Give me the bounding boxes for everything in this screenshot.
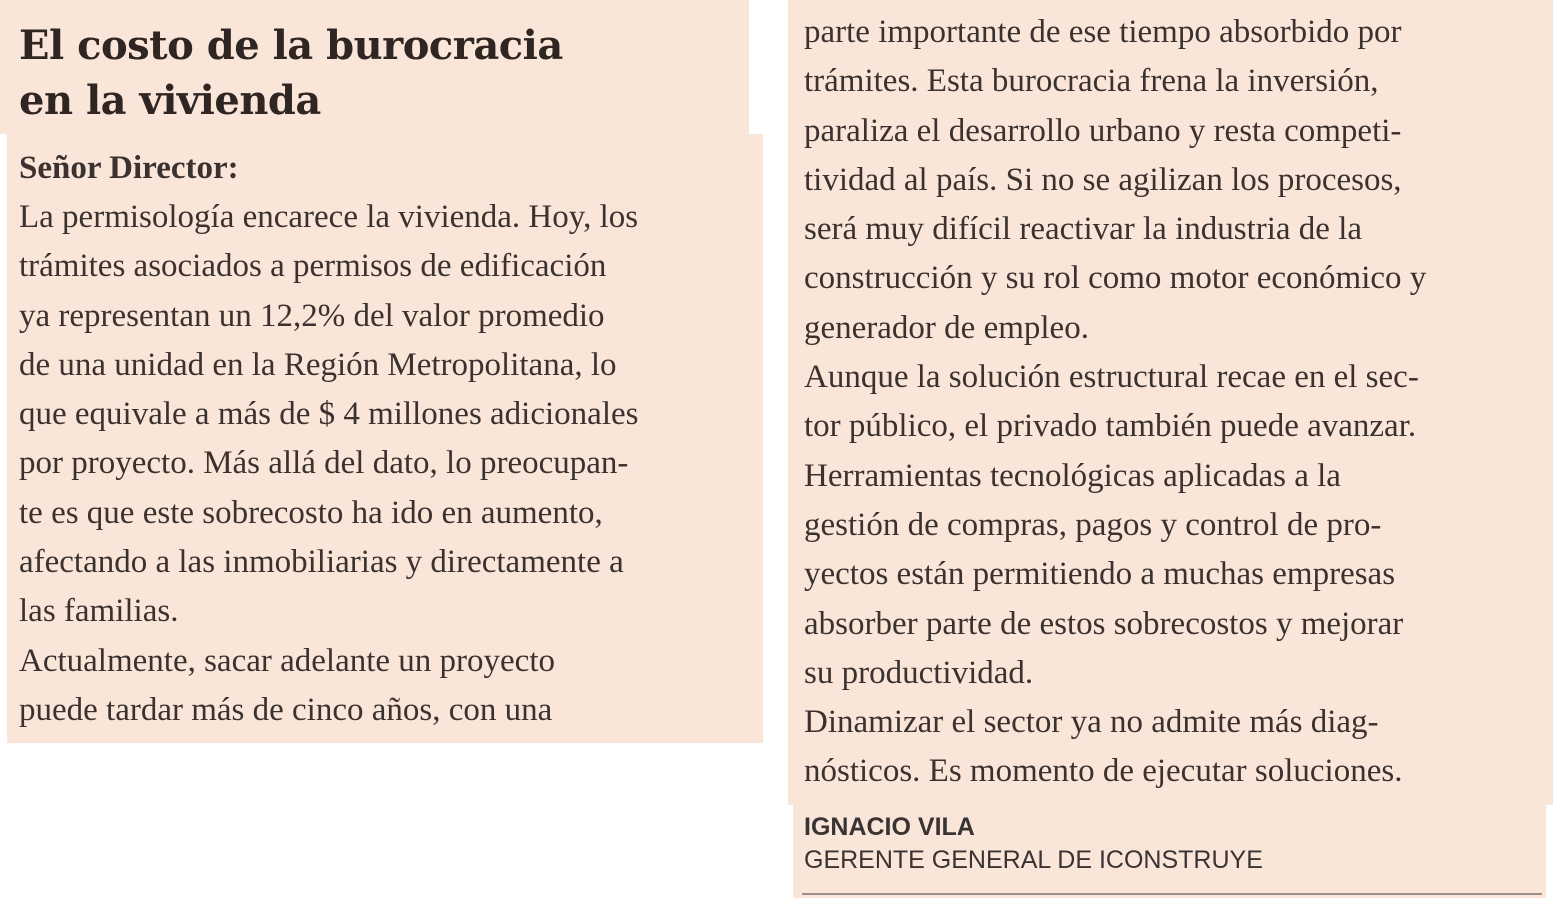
text-line: construcción y su rol como motor económico y	[804, 260, 1427, 297]
text-line: paraliza el desarrollo urbano y resta competi-	[804, 112, 1402, 149]
headline-line: El costo de la burocracia	[19, 22, 563, 69]
text-line: las familias.	[19, 593, 179, 630]
text-line: su productividad.	[804, 654, 1034, 691]
text-line: por proyecto. Más allá del dato, lo preocupan-	[19, 445, 629, 482]
text-line: que equivale a más de $ 4 millones adicionales	[19, 396, 639, 433]
text-line: Actualmente, sacar adelante un proyecto	[19, 642, 555, 679]
text-line: absorber parte de estos sobrecostos y mejorar	[804, 605, 1404, 642]
salutation: Señor Director:	[19, 150, 239, 186]
text-line: puede tardar más de cinco años, con una	[19, 691, 553, 728]
author-role: GERENTE GENERAL DE ICONSTRUYE	[804, 846, 1263, 874]
text-line: ya representan un 12,2% del valor promedio	[19, 297, 605, 334]
text-line: trámites asociados a permisos de edificación	[19, 248, 607, 285]
text-line: La permisología encarece la vivienda. Hoy, los	[19, 199, 639, 235]
text-line: afectando a las inmobiliarias y directamente a	[19, 544, 624, 581]
text-line: Dinamizar el sector ya no admite más diag-	[804, 704, 1379, 741]
headline-line: en la vivienda	[19, 77, 321, 124]
text-line: Aunque la solución estructural recae en el sec-	[804, 359, 1419, 396]
right-column-text	[804, 8, 1544, 797]
text-line: será muy difícil reactivar la industria de la	[804, 211, 1363, 248]
text-line: tor público, el privado también puede avanzar.	[804, 408, 1417, 445]
divider-rule	[802, 893, 1542, 895]
text-line: Herramientas tecnológicas aplicadas a la	[804, 457, 1341, 494]
left-column-text	[19, 193, 754, 735]
text-line: te es que este sobrecosto ha ido en aumento,	[19, 494, 603, 531]
article-headline	[19, 18, 739, 128]
text-line: de una unidad en la Región Metropolitana, lo	[19, 346, 617, 383]
text-line: parte importante de ese tiempo absorbido por	[804, 14, 1402, 50]
text-line: gestión de compras, pagos y control de pro-	[804, 506, 1382, 543]
text-line: trámites. Esta burocracia frena la inversión,	[804, 63, 1379, 100]
text-line: nósticos. Es momento de ejecutar soluciones.	[804, 753, 1403, 790]
text-line: yectos están permitiendo a muchas empresas	[804, 556, 1396, 593]
author-name: IGNACIO VILA	[804, 813, 975, 841]
text-line: generador de empleo.	[804, 309, 1089, 346]
text-line: tividad al país. Si no se agilizan los procesos,	[804, 161, 1402, 198]
